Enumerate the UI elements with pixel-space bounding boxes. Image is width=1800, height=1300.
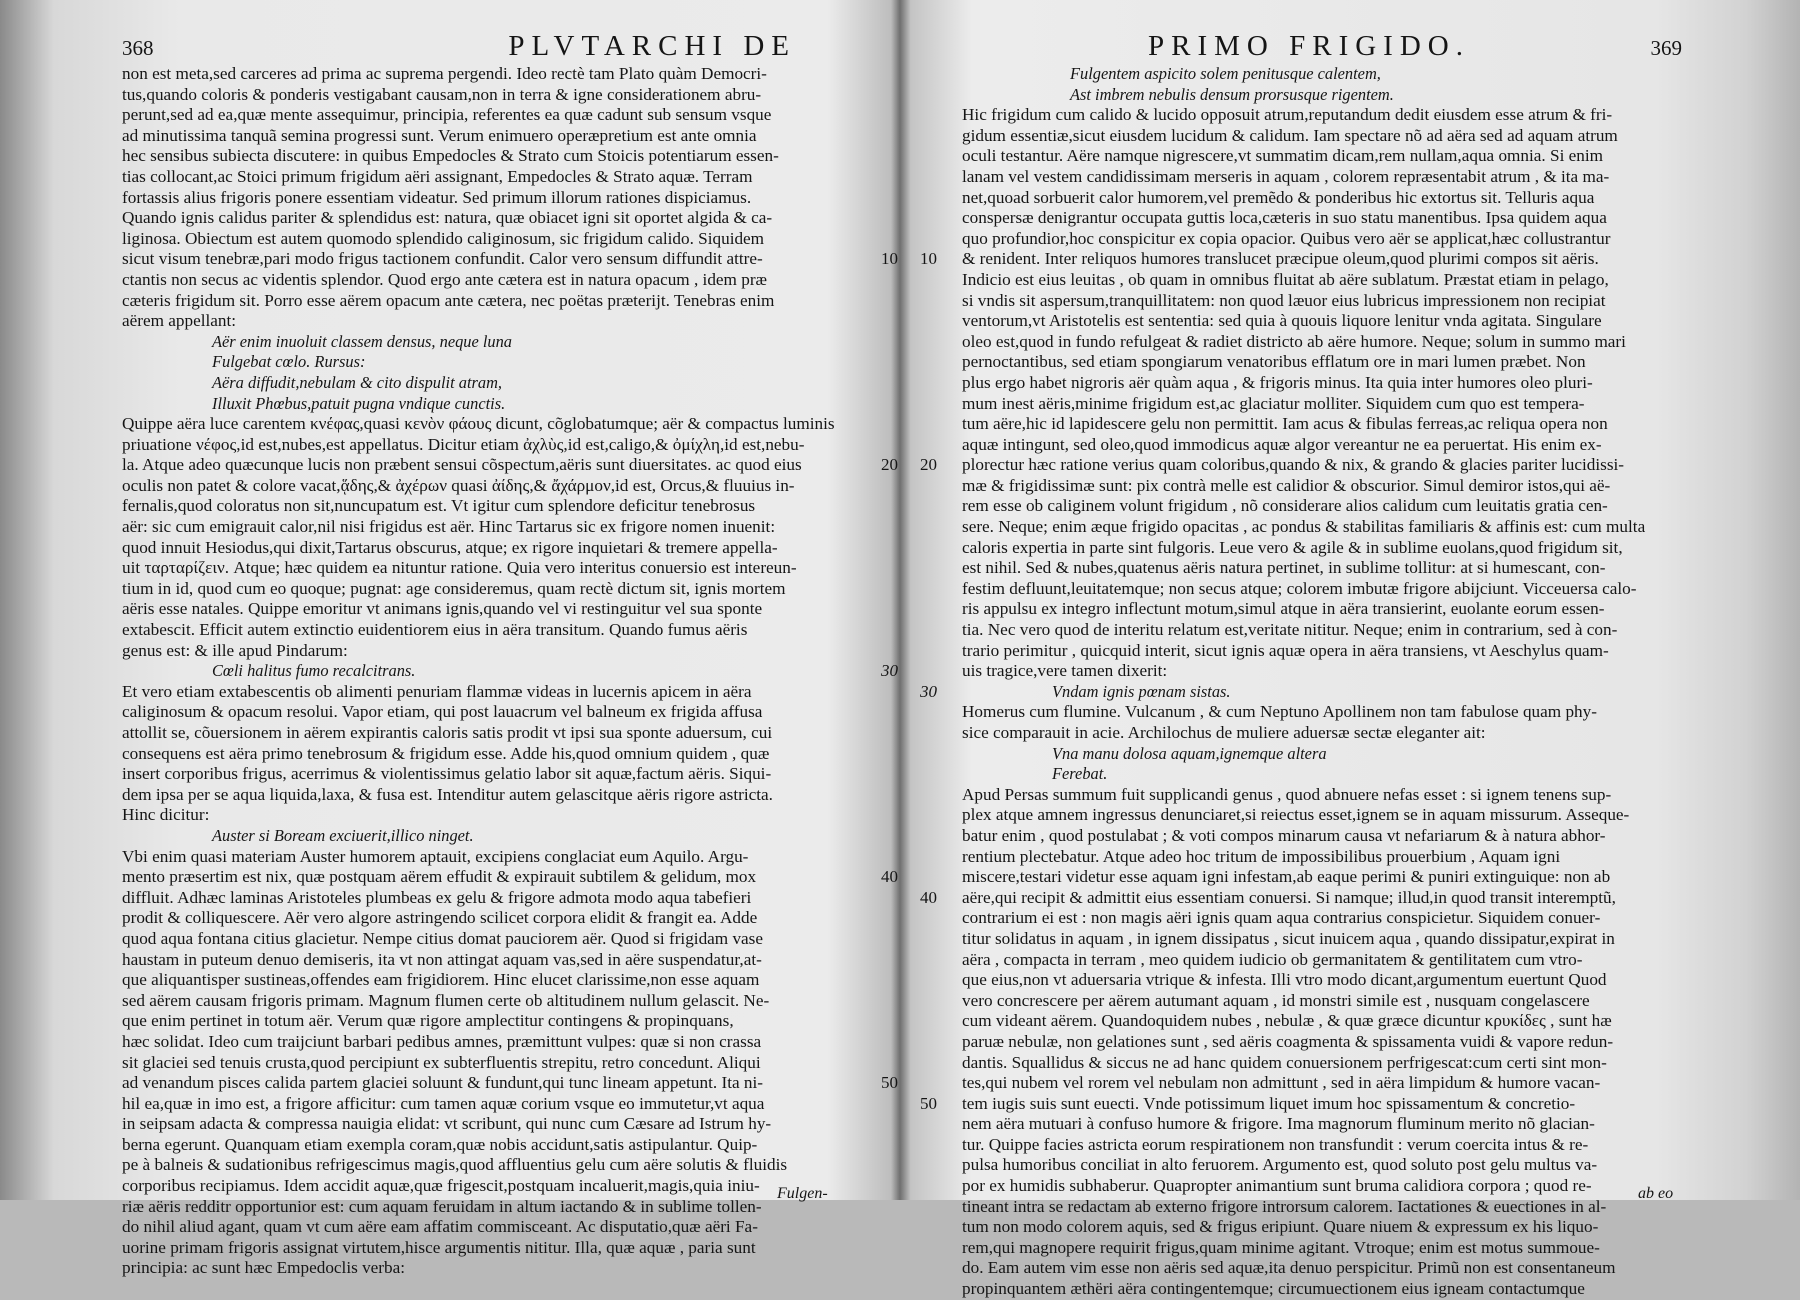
line-number-marker: 10 <box>920 249 937 269</box>
line-text: titur solidatus in aquam , in ignem dissipatus , sicut inuicem aqua , quando dissipatur,expirat in <box>962 928 1615 948</box>
line-text: net,quoad sorbuerit calor humorem,vel premẽdo & ponderibus hic extortus sit. Telluris aqua <box>962 187 1595 207</box>
line-text: plus ergo habet nigroris aër quàm aqua , & frigoris minus. Ita quia inter humores oleo pluri- <box>962 372 1593 392</box>
line-text: do. Eam autem vim esse non aëris sed aquæ,ita denuo perspicitur. Primũ non est consentaneum <box>962 1258 1616 1278</box>
line-text: trario perimitur , quicquid interit, sicut ignis aquæ opera in aëra transiens, vt Aeschylus quam- <box>962 640 1609 660</box>
line-text: rem esse ob caliginem volunt frigidum , nõ considerare alios calidum cum leuitatis gratia cen- <box>962 496 1608 516</box>
verse-line <box>122 332 854 353</box>
text-line <box>962 208 1682 229</box>
text-line <box>962 558 1682 579</box>
line-text: quo profundior,hoc conspicitur ex copia opacior. Quibus vero aër se applicat,hæc collustrantur <box>962 228 1611 248</box>
text-line <box>122 805 854 826</box>
line-text: plorectur hæc ratione verius quam coloribus,quando & nix, & grando & glacies pariter lucidissi- <box>962 455 1625 475</box>
line-text: propinquantem æthëri aëra contingentemque; circumuectionem eius igneam contactumque <box>962 1279 1585 1299</box>
line-text: aëris esse natales. Quippe emoritur vt animans ignis,quando vel vi restinguitur vel sua sponte <box>122 599 763 619</box>
text-line <box>122 126 854 147</box>
text-line <box>122 888 854 909</box>
line-text: sice comparauit in acie. Archilochus de muliere aduersæ sectæ eleganter ait: <box>962 723 1486 742</box>
line-number-marker: 40 <box>920 887 937 907</box>
text-line <box>962 1032 1682 1053</box>
text-line <box>962 229 1682 250</box>
text-line <box>962 394 1682 415</box>
text-line <box>122 641 854 662</box>
line-text: Quando ignis calidus pariter & splendidus est: natura, quæ obiacet igni sit oportet algida & ca- <box>122 208 773 228</box>
line-text: Vbi enim quasi materiam Auster humorem aptauit, excipiens conglaciat eum Aquilo. Argu- <box>122 846 749 866</box>
line-text: quod aqua fontana citius glacietur. Nempe citius domat pauciorem aër. Quod si frigidam vase <box>122 928 763 948</box>
line-text: ris appulsu ex integro inflectunt motum,simul atque in aëra transierint, euolante eorum essen- <box>962 599 1605 619</box>
left-catchword: Fulgen- <box>777 1185 828 1202</box>
line-text: riæ aëris redditr opportunior est: cum aquam feruidam in altum iactando & in sublime tollen- <box>122 1196 762 1216</box>
line-text: tus,quando coloris & ponderis vestigabant causam,non in terra & igne considerationem abru- <box>122 84 762 104</box>
line-text: tes,qui nubem vel rorem vel nebulam non admittunt , sed in aëra limpidum & humore vacan- <box>962 1073 1601 1093</box>
text-line <box>962 847 1682 868</box>
line-text: oculis non patet & colore vacat,ᾅδης,& ἀχέρων quasi ἀίδης,& ἄχάρμον,id est, Orcus,& fluuius in- <box>122 475 795 495</box>
line-text: sed aërem causam frigoris primam. Magnum flumen certe ob altitudinem nullum gelascit. Ne- <box>122 990 770 1010</box>
line-number-marker: 30 <box>881 661 898 681</box>
text-line <box>962 1217 1682 1238</box>
line-text: uorine primam frigoris assignat virtutem,hisce argumentis nititur. Illa, quæ aquæ , paria sunt <box>122 1237 756 1257</box>
line-number-marker: 20 <box>881 455 898 475</box>
line-text: tium in id, quod cum eo quoque; pugnat: age consideremus, quam rectè dictum sit, ignis mortem <box>122 578 786 598</box>
line-number-marker: 20 <box>920 455 937 475</box>
text-line <box>122 764 854 785</box>
text-line <box>122 85 854 106</box>
text-line <box>122 1011 854 1032</box>
line-text: Vna manu dolosa aquam,ignemque altera <box>1052 743 1327 763</box>
text-line <box>962 1155 1682 1176</box>
text-line <box>122 1032 854 1053</box>
line-text: Vndam ignis pœnam sistas. <box>1052 681 1231 701</box>
text-line <box>122 744 854 765</box>
verse-line <box>920 681 1682 703</box>
line-text: est nihil. Sed & nubes,quatenus aëris natura pertinet, in sublime tollitur: at si humescant, con- <box>962 558 1606 578</box>
line-text: cum videant aërem. Quandoquidem nubes , nebulæ , & quæ græce dicuntur κρυκίδες , sunt hæ <box>962 1011 1612 1031</box>
line-text: Homerus cum flumine. Vulcanum , & cum Neptuno Apollinem non tam fabulose quam phy- <box>962 702 1597 722</box>
line-text: paruæ nebulæ, non gelationes sunt , sed aëris coagmenta & spissamenta vuidi & vapore redun- <box>962 1031 1614 1051</box>
text-line <box>122 1073 898 1094</box>
text-line <box>122 291 854 312</box>
text-line <box>962 538 1682 559</box>
text-line <box>122 723 854 744</box>
line-text: fortassis alius frigoris ponere essentiam videatur. Sed primum illorum rationes dispiciamus. <box>122 187 752 207</box>
line-text: hæc solidat. Ideo cum traijciunt barbari pedibus amnes, præmittunt vulpes: quæ si non crassa <box>122 1031 762 1051</box>
text-line <box>962 1011 1682 1032</box>
left-text-block <box>122 64 898 1279</box>
text-line <box>122 476 854 497</box>
line-text: Auster si Boream exciuerit,illico ninget. <box>212 825 474 845</box>
text-line <box>962 599 1682 620</box>
text-line <box>122 146 854 167</box>
line-text: la. Atque adeo quæcunque lucis non præbent sensui cõspectum,aëris sunt diuersitates. ac quod eius <box>122 455 802 475</box>
line-text: do nihil aliud agant, quam vt cum aëre eam affatim commisceant. Ac disputatio,quæ aëri Fa- <box>122 1217 758 1237</box>
text-line <box>122 1155 854 1176</box>
line-number-marker: 10 <box>881 249 898 269</box>
line-text: caliginosum & opacum resolui. Vapor etiam, qui post lauacrum vel balneum ex frigida affusa <box>122 702 763 722</box>
verse-line <box>122 373 854 394</box>
line-text: Aëra diffudit,nebulam & cito dispulit atram, <box>212 372 503 392</box>
line-text: non est meta,sed carceres ad prima ac suprema pergendi. Ideo rectè tam Plato quàm Democri- <box>122 64 767 83</box>
text-line <box>962 661 1682 682</box>
text-line <box>962 435 1682 456</box>
line-text: aëra , compacta in terram , meo quidem iudicio ob germanitatem & gentilitatem cum vtro- <box>962 949 1583 969</box>
text-line <box>962 970 1682 991</box>
text-line <box>962 723 1682 744</box>
line-text: tia. Nec vero quod de interitu relatum est,veritate nititur. Neque; enim in contrarium, sed à con- <box>962 620 1618 640</box>
line-text: vero concrescere per aërem autumant aquam , id monstri simile est , nusquam congelascere <box>962 990 1590 1010</box>
line-text: genus est: & ille apud Pindarum: <box>122 640 348 660</box>
line-text: Et vero etiam extabescentis ob alimenti penuriam flammæ videas in lucernis apicem in aëra <box>122 681 752 701</box>
text-line <box>122 558 854 579</box>
line-text: prodit & colliquescere. Aër vero algore astringendo scilicet corpora elidit & frangit ea. Adde <box>122 908 758 928</box>
line-text: consequens est aëra primo tenebrosum & frigidum esse. Adde his,quod omnium quidem , quæ <box>122 743 770 763</box>
text-line <box>122 167 854 188</box>
text-line <box>962 414 1682 435</box>
right-catchword: ab eo <box>1638 1185 1674 1202</box>
text-line <box>962 188 1682 209</box>
text-line <box>962 950 1682 971</box>
line-text: ad minutissima tanquã semina progressi sunt. Verum enimuero operæpretium est ante omnia <box>122 125 757 145</box>
text-line <box>962 167 1682 188</box>
line-text: fernalis,quod coloratus non sit,nuncupatum est. Vt igitur cum splendore deficitur tenebrosus <box>122 496 756 516</box>
line-text: caloris expertia in parte sint fulgoris. Leue vero & agile & in sublime euolans,quod frigidum sit, <box>962 537 1623 557</box>
line-text: corporibus recipiamus. Idem accidit aquæ,quæ frigescit,postquam incaluerit,magis,quia iniu- <box>122 1176 760 1196</box>
line-number-marker: 50 <box>881 1073 898 1093</box>
text-line <box>962 867 1682 888</box>
verse-line <box>962 85 1682 106</box>
line-text: pe à balneis & sudationibus refrigescimus magis,quod affluentius gelu cum aëre solutis & fluidis <box>122 1155 788 1175</box>
verse-line <box>962 744 1682 765</box>
text-line <box>122 847 854 868</box>
line-text: Apud Persas summum fuit supplicandi genus , quod abnuere nefas esset : si ignem tenens sup- <box>962 784 1612 804</box>
text-line <box>122 414 854 435</box>
text-line <box>962 311 1682 332</box>
text-line <box>962 1176 1682 1197</box>
text-line <box>122 64 854 85</box>
line-text: que eius,non vt aduersaria vtrique & infesta. Illi vtro modo dicant,argumentum euertunt Quod <box>962 970 1607 990</box>
line-text: extabescit. Efficit autem extinctio euidentiorem eius in aëra transitum. Quando fumus aëris <box>122 620 748 640</box>
verse-line <box>962 64 1682 85</box>
line-text: ventorum,vt Aristotelis est sententia: sed quia à quouis liquore lenitur vnda agitata. Singulare <box>962 311 1602 331</box>
line-text: Hic frigidum cum calido & lucido opposuit atrum,reputandum dedit eiusdem esse atrum & fri- <box>962 105 1613 125</box>
text-line <box>122 455 898 476</box>
text-line <box>920 887 1682 909</box>
text-line <box>920 249 1682 270</box>
text-line <box>962 1135 1682 1156</box>
verse-line <box>122 352 854 373</box>
line-text: sere. Neque; enim æque frigido opacitas , ac pondus & stabilitas familiaris & affinis est: cum multa <box>962 517 1646 537</box>
text-line <box>962 641 1682 662</box>
line-text: Fulgentem aspicito solem penitusque calentem, <box>1070 64 1381 83</box>
line-text: nem aëra mutuari à confuso humore & frigore. Ima magnorum fluminum merito nõ glacian- <box>962 1114 1595 1134</box>
text-line <box>962 1258 1682 1279</box>
text-line <box>962 579 1682 600</box>
text-line <box>122 929 854 950</box>
text-line <box>122 1114 854 1135</box>
text-line <box>122 785 854 806</box>
line-text: haustam in puteum denuo demiseris, ita vt non attingat aquam vas,sed in aëre suspendatur,at- <box>122 949 762 969</box>
line-text: gidum essentiæ,sicut eiusdem lucidum & calidum. Iam spectare nõ ad aëra sed ad aquam atrum <box>962 125 1618 145</box>
text-line <box>122 538 854 559</box>
line-text: oleo est,quod in fundo refulgeat & radiet districto ab aëre humore. Neque; solum in summo mari <box>962 331 1626 351</box>
text-line <box>122 970 854 991</box>
line-text: pulsa humoribus conciliat in alto feruorem. Argumento est, quod soluto post gelu multus va- <box>962 1155 1598 1175</box>
line-text: aëre,qui recipit & admittit eius essentiam conuersi. Si namque; illud,in quod transit interemptũ, <box>962 887 1616 907</box>
text-line <box>122 208 854 229</box>
line-text: diffluit. Adhæc laminas Aristoteles plumbeas ex gelu & frigore admota modo aqua tabefieri <box>122 887 752 907</box>
line-text: aërem appellant: <box>122 311 237 331</box>
text-line <box>962 332 1682 353</box>
line-text: mum inest aëris,minime frigidum est,ac glaciatur molliter. Siquidem cum quo est tempera- <box>962 393 1585 413</box>
line-text: uit ταρταρίζειν. Atque; hæc quidem ea nituntur ratione. Quia vero interitus conuersio est intereun- <box>122 558 797 578</box>
line-text: tineant intra se redactam ab externo frigore introrsum calorem. Iactationes & euectiones in al- <box>962 1196 1607 1216</box>
line-text: festim defluunt,leuitatemque; non secus atque; colorem imbutæ frigore abijciunt. Vicceuersa calo- <box>962 578 1637 598</box>
text-line <box>122 270 854 291</box>
line-text: oculi testantur. Aëre namque nigrescere,vt summatim dicam,rem nullam,aqua omnia. Si enim <box>962 146 1604 166</box>
text-line <box>962 702 1682 723</box>
line-text: batur enim , quod postulabat ; & voti compos minarum causa vt nefariarum & à natura abhor- <box>962 825 1606 845</box>
line-text: Ast imbrem nebulis densum prorsusque rigentem. <box>1070 84 1394 104</box>
text-line <box>962 1053 1682 1074</box>
line-text: mento præsertim est nix, quæ postquam aërem effudit & expirauit subtilem & gelidum, mox <box>122 867 757 887</box>
verse-line <box>122 661 898 682</box>
line-text: sit glaciei sed tenuis crusta,quod percipiunt ex subterfluentis strepitu, retro concedunt. Aliqui <box>122 1052 761 1072</box>
text-line <box>122 991 854 1012</box>
line-text: plex atque amnem ingressus denunciaret,si reiectus esset,ignem se in aquam missurum. Asseque- <box>962 805 1630 825</box>
text-line <box>962 1114 1682 1135</box>
text-line <box>122 249 898 270</box>
verse-line <box>122 394 854 415</box>
line-text: tias collocant,ac Stoici primum frigidum aëri assignant, Empedocles & Strato aquæ. Terram <box>122 166 753 186</box>
line-text: perunt,sed ad ea,quæ mente assequimur, principia, referentes ea quæ cadunt sub sensum vsque <box>122 105 772 125</box>
text-line <box>122 620 854 641</box>
line-text: Fulgebat cœlo. Rursus: <box>212 352 366 372</box>
line-text: Cœli halitus fumo recalcitrans. <box>212 661 416 681</box>
text-line <box>122 579 854 600</box>
line-text: priuatione νέφος,id est,nubes,est appellatus. Dicitur etiam ἀχλὺς,id est,caligo,& ὀμίχλη,id est,nebu- <box>122 434 805 454</box>
text-line <box>122 311 854 332</box>
line-text: liginosa. Obiectum est autem quomodo splendido caliginosum, sic frigidum calido. Siquidem <box>122 228 765 248</box>
line-text: mæ & frigidissimæ sunt: pix contrà melle est calidior & obscurior. Simul demiror istos,qui aë- <box>962 475 1611 495</box>
right-folio: 369 <box>1650 36 1682 60</box>
line-text: aër: sic cum emigrauit calor,nil nisi frigidus est aër. Hinc Tartarus sic ex frigore nomen inuenit: <box>122 517 776 537</box>
line-text: si vndis sit aspersum,tranquillitatem: non quod læuor eius lubricus impressionem non recipiat <box>962 290 1606 310</box>
line-text: miscere,testari videtur esse aquam igni infestam,ab eaque perimi & puniri extinguique: non ab <box>962 867 1611 887</box>
line-number-marker: 40 <box>881 867 898 887</box>
text-line <box>962 476 1682 497</box>
line-text: quod innuit Hesiodus,qui dixit,Tartarus obscurus, atque; ex rigore inquietari & tremere appella- <box>122 537 778 557</box>
text-line <box>122 188 854 209</box>
line-text: principia: ac sunt hæc Empedoclis verba: <box>122 1258 406 1278</box>
text-line <box>962 496 1682 517</box>
right-running-head <box>962 30 1682 64</box>
line-text: aquæ intingunt, sed oleo,quod immodicus aquæ algor vereantur ne ea peruertat. His enim ex- <box>962 434 1602 454</box>
line-text: que enim pertinet in totum aër. Verum quæ rigore amplectitur contingens & propinquans, <box>122 1011 734 1031</box>
text-line <box>122 702 854 723</box>
line-text: rentium plectebatur. Atque adeo hoc tritum de impossibilibus prouerbium , Aquam igni <box>962 846 1561 866</box>
text-line <box>122 1258 854 1279</box>
line-text: Quippe aëra luce carentem κνέφας,quasi κενὸν φάους dicunt, cõglobatumque; aër & compactus luminis <box>122 414 835 434</box>
text-line <box>962 991 1682 1012</box>
line-text: ctantis non secus ac videntis splendor. Quod ergo ante cætera est in natura opacum , idem præ <box>122 269 768 289</box>
line-text: por ex humidis subhaberur. Quapropter animantium sunt bruma calidiora corpora ; quod re- <box>962 1176 1592 1196</box>
text-line <box>962 352 1682 373</box>
text-line <box>962 146 1682 167</box>
text-line <box>962 908 1682 929</box>
text-line <box>122 229 854 250</box>
text-line <box>962 373 1682 394</box>
line-text: rem,qui magnopere requirit frigus,quam minime agitant. Vtroque; enim est motus summoue- <box>962 1237 1600 1257</box>
line-text: hil ea,quæ in imo est, a frigore afficitur: cum tamen aquæ corium vsque eo immutetur,vt aqua <box>122 1093 765 1113</box>
text-line <box>122 1217 854 1238</box>
text-line <box>122 435 854 456</box>
text-line <box>920 1093 1682 1115</box>
line-text: conspersæ denigrantur occupata guttis loca,cæteris in suo statu manentibus. Ipsa quidem aqua <box>962 208 1607 228</box>
line-text: tur. Quippe facies astricta eorum respirationem non transfundit : verum coercita intus & re- <box>962 1134 1589 1154</box>
line-text: sicut visum tenebræ,pari modo frigus tactionem confundit. Calor vero sensum diffundit attre- <box>122 249 763 269</box>
line-text: & renident. Inter reliquos humores translucet præcipue oleum,quod plurimi compos sit aëris. <box>962 249 1599 269</box>
text-line <box>122 105 854 126</box>
text-line <box>962 126 1682 147</box>
line-text: tem iugis suis sunt euecti. Vnde potissimum liquet imum hoc spissamentum & concretio- <box>962 1093 1576 1113</box>
text-line <box>122 867 898 888</box>
line-text: ad venandum pisces calida partem glaciei soluunt & fundunt,qui tunc lineam appetunt. Ita ni- <box>122 1073 764 1093</box>
text-line <box>962 270 1682 291</box>
line-text: Hinc dicitur: <box>122 805 210 825</box>
line-text: pernoctantibus, sed etiam spongiarum venatoribus efflatum ore in mari lumen præbet. Non <box>962 352 1586 372</box>
line-text: dantis. Squallidus & siccus ne ad hanc quidem conuersionem perfrigescat:cum certi sint mon- <box>962 1052 1607 1072</box>
left-folio: 368 <box>122 36 154 60</box>
text-line <box>962 1073 1682 1094</box>
line-number-marker: 30 <box>920 681 937 701</box>
line-text: lanam vel vestem candidissimam merseris in aquam , colorem repræsentabit atrum , & ita ma- <box>962 166 1610 186</box>
text-line <box>962 291 1682 312</box>
right-running-title: PRIMO FRIGIDO. <box>1148 30 1470 62</box>
text-line <box>962 805 1682 826</box>
line-text: Illuxit Phœbus,patuit pugna vndique cunctis. <box>212 393 506 413</box>
text-line <box>122 1176 854 1197</box>
text-line <box>962 1279 1682 1300</box>
text-line <box>962 517 1682 538</box>
text-line <box>962 620 1682 641</box>
text-line <box>122 1135 854 1156</box>
line-text: insert corporibus frigus, acerrimus & violentissimus gelatio labor sit aquæ,factum aëris. Siqui- <box>122 764 772 784</box>
line-text: Aër enim inuoluit classem densus, neque luna <box>212 331 512 351</box>
line-text: attollit se, cõuersionem in aërem expirantis caloris satis prodit vt ipsi sua sponte aduersum, cui <box>122 723 773 742</box>
text-line <box>962 826 1682 847</box>
left-running-head <box>122 30 854 64</box>
left-running-title: PLVTARCHI DE <box>508 30 796 62</box>
verse-line <box>962 764 1682 785</box>
text-line <box>962 1238 1682 1259</box>
text-line <box>962 929 1682 950</box>
line-text: uis tragice,vere tamen dixerit: <box>962 661 1168 681</box>
right-text-block <box>920 64 1682 1300</box>
line-text: tum aëre,hic id lapidescere gelu non permittit. Iam acus & fibulas ferreas,ac reliqua opera non <box>962 414 1608 434</box>
right-page <box>920 30 1682 1300</box>
text-line <box>962 105 1682 126</box>
line-text: in seipsam adacta & compressa nauigia elidat: vt scribunt, qui nunc cum Cæsare ad Istrum hy- <box>122 1114 772 1134</box>
text-line <box>122 1053 854 1074</box>
text-line <box>122 496 854 517</box>
line-text: que aliquantisper sustineas,offendes eam frigidiorem. Hinc elucet clarissime,non esse aquam <box>122 970 760 990</box>
line-text: cæteris frigidum sit. Porro esse aërem opacum ante cætera, nec poëtas præterijt. Tenebras enim <box>122 290 775 310</box>
line-text: berna egerunt. Quanquam etiam exempla coram,quæ nobis accidunt,satis astipulantur. Quip- <box>122 1134 758 1154</box>
text-line <box>122 517 854 538</box>
text-line <box>122 908 854 929</box>
text-line <box>920 455 1682 476</box>
verse-line <box>122 826 854 847</box>
line-text: contrarium ei est : non magis aëri ignis quam aqua contrarius conspicietur. Siquidem conuer- <box>962 908 1601 928</box>
line-text: hec sensibus subiecta discutere: in quibus Empedocles & Strato cum Stoicis potentiarum essen- <box>122 146 779 166</box>
text-line <box>122 1238 854 1259</box>
text-line <box>122 599 854 620</box>
line-text: Indicio est eius leuitas , ob quam in omnibus fluitat ab aëre sublatum. Præstat etiam in pelago, <box>962 269 1609 289</box>
line-text: tum non modo colorem aquis, sed & frigus eripiunt. Quare niuem & expressum ex his liquo- <box>962 1217 1599 1237</box>
line-number-marker: 50 <box>920 1093 937 1113</box>
left-page <box>122 30 898 1279</box>
text-line <box>122 950 854 971</box>
text-line <box>122 682 854 703</box>
line-text: Ferebat. <box>1052 764 1108 784</box>
text-line <box>962 785 1682 806</box>
line-text: dem ipsa per se aqua liquida,laxa, & fusa est. Intenditur autem gelascitque aëris rigore astricta. <box>122 784 773 804</box>
text-line <box>122 1094 854 1115</box>
